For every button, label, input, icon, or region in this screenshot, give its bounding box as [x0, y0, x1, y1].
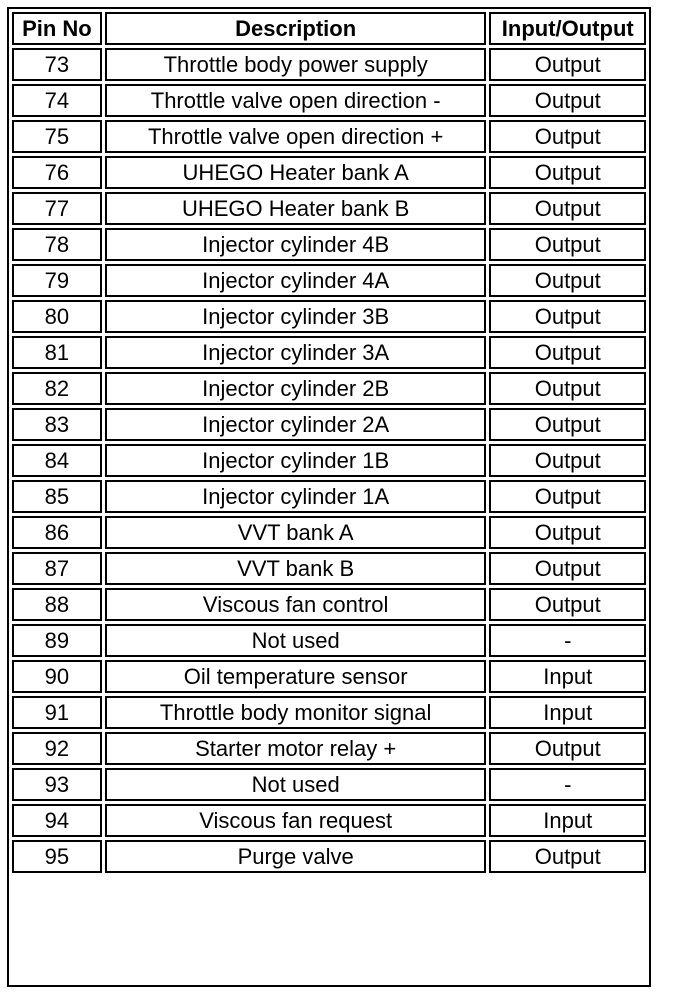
cell-pin: 95: [12, 840, 102, 873]
cell-pin: 84: [12, 444, 102, 477]
cell-pin: 78: [12, 228, 102, 261]
cell-io: Output: [489, 228, 646, 261]
cell-description: Injector cylinder 1A: [105, 480, 487, 513]
table-row: [12, 264, 646, 297]
table-row: [12, 804, 646, 837]
cell-pin: 81: [12, 336, 102, 369]
cell-pin: 79: [12, 264, 102, 297]
cell-description: Not used: [105, 768, 487, 801]
table-row: [12, 732, 646, 765]
table-row: [12, 372, 646, 405]
cell-io: Output: [489, 156, 646, 189]
header-description: Description: [105, 12, 487, 45]
header-io: Input/Output: [489, 12, 646, 45]
pin-table: [9, 9, 649, 876]
cell-io: Output: [489, 84, 646, 117]
cell-description: Injector cylinder 4B: [105, 228, 487, 261]
table-row: [12, 840, 646, 873]
cell-io: -: [489, 768, 646, 801]
table-row: [12, 408, 646, 441]
cell-io: Output: [489, 480, 646, 513]
table-row: [12, 336, 646, 369]
cell-io: Output: [489, 840, 646, 873]
cell-description: UHEGO Heater bank B: [105, 192, 487, 225]
cell-io: Output: [489, 300, 646, 333]
cell-pin: 90: [12, 660, 102, 693]
header-pin: Pin No: [12, 12, 102, 45]
cell-io: Output: [489, 732, 646, 765]
cell-pin: 94: [12, 804, 102, 837]
table-row: [12, 660, 646, 693]
cell-io: Output: [489, 264, 646, 297]
table-row: [12, 48, 646, 81]
cell-io: Input: [489, 804, 646, 837]
cell-description: Starter motor relay +: [105, 732, 487, 765]
cell-description: Oil temperature sensor: [105, 660, 487, 693]
table-row: [12, 444, 646, 477]
cell-description: Injector cylinder 3B: [105, 300, 487, 333]
cell-description: Not used: [105, 624, 487, 657]
table-row: [12, 588, 646, 621]
cell-pin: 87: [12, 552, 102, 585]
cell-description: Injector cylinder 1B: [105, 444, 487, 477]
cell-io: Output: [489, 516, 646, 549]
cell-io: Output: [489, 444, 646, 477]
cell-description: VVT bank B: [105, 552, 487, 585]
cell-description: Viscous fan control: [105, 588, 487, 621]
cell-description: Throttle valve open direction -: [105, 84, 487, 117]
cell-pin: 83: [12, 408, 102, 441]
table-row: [12, 192, 646, 225]
cell-io: Output: [489, 408, 646, 441]
cell-description: Injector cylinder 2A: [105, 408, 487, 441]
cell-pin: 88: [12, 588, 102, 621]
cell-description: Purge valve: [105, 840, 487, 873]
cell-pin: 74: [12, 84, 102, 117]
cell-description: Injector cylinder 2B: [105, 372, 487, 405]
cell-pin: 75: [12, 120, 102, 153]
table-row: [12, 516, 646, 549]
cell-io: Output: [489, 120, 646, 153]
cell-io: Input: [489, 696, 646, 729]
cell-description: Throttle body monitor signal: [105, 696, 487, 729]
cell-pin: 93: [12, 768, 102, 801]
table-row: [12, 696, 646, 729]
cell-description: Throttle body power supply: [105, 48, 487, 81]
cell-pin: 91: [12, 696, 102, 729]
cell-pin: 85: [12, 480, 102, 513]
cell-pin: 80: [12, 300, 102, 333]
cell-io: Output: [489, 552, 646, 585]
header-row: [12, 12, 646, 45]
cell-description: Injector cylinder 3A: [105, 336, 487, 369]
cell-io: Output: [489, 48, 646, 81]
table-row: [12, 300, 646, 333]
cell-pin: 76: [12, 156, 102, 189]
cell-description: Injector cylinder 4A: [105, 264, 487, 297]
cell-description: Throttle valve open direction +: [105, 120, 487, 153]
table-row: [12, 120, 646, 153]
cell-io: Output: [489, 336, 646, 369]
table-row: [12, 228, 646, 261]
cell-description: Viscous fan request: [105, 804, 487, 837]
cell-description: UHEGO Heater bank A: [105, 156, 487, 189]
cell-io: Input: [489, 660, 646, 693]
cell-io: -: [489, 624, 646, 657]
cell-io: Output: [489, 588, 646, 621]
cell-pin: 82: [12, 372, 102, 405]
table-row: [12, 624, 646, 657]
cell-pin: 77: [12, 192, 102, 225]
cell-pin: 89: [12, 624, 102, 657]
table-row: [12, 84, 646, 117]
cell-io: Output: [489, 192, 646, 225]
cell-description: VVT bank A: [105, 516, 487, 549]
cell-pin: 92: [12, 732, 102, 765]
table-row: [12, 552, 646, 585]
cell-io: Output: [489, 372, 646, 405]
table-row: [12, 156, 646, 189]
table-row: [12, 768, 646, 801]
cell-pin: 73: [12, 48, 102, 81]
cell-pin: 86: [12, 516, 102, 549]
table-row: [12, 480, 646, 513]
